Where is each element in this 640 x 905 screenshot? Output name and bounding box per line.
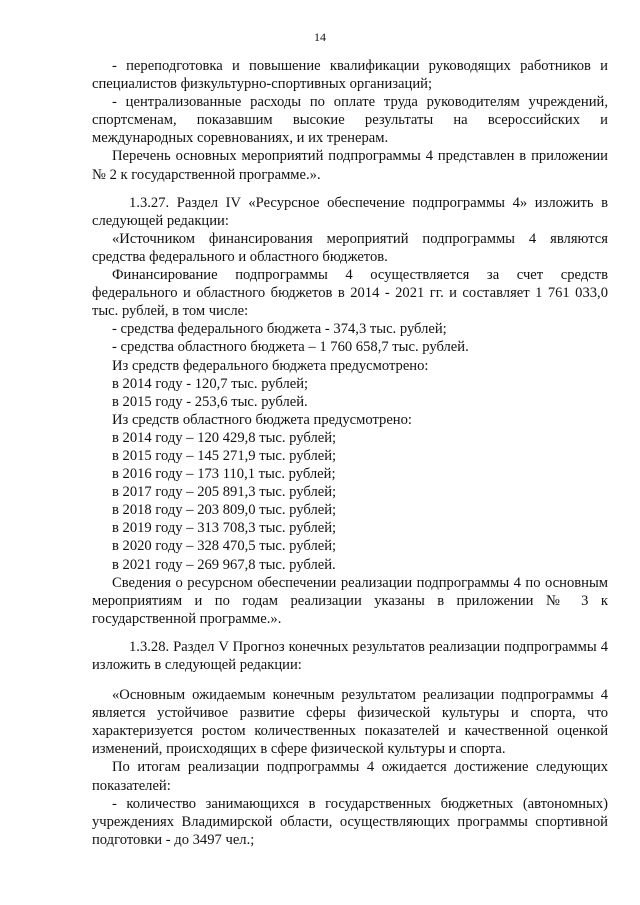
paragraph: Из средств областного бюджета предусмотрено: xyxy=(112,411,412,428)
paragraph: в 2015 году – 145 271,9 тыс. рублей; xyxy=(112,447,337,464)
paragraph-spacer xyxy=(92,674,608,686)
paragraph: в 2015 году - 253,6 тыс. рублей. xyxy=(112,393,308,410)
paragraph: в 2014 году - 120,7 тыс. рублей; xyxy=(112,375,309,392)
paragraph: в 2018 году – 203 809,0 тыс. рублей; xyxy=(112,502,337,519)
paragraph: в 2021 году – 269 967,8 тыс. рублей. xyxy=(112,556,336,573)
paragraph: Сведения о ресурсном обеспечении реализации подпрограммы 4 по основным мероприятиям и по годам реализации указаны в приложении № 3 к государственной программе.». xyxy=(92,574,608,627)
paragraph: «Источником финансирования мероприятий подпрограммы 4 являются средства федерального и областного бюджетов. xyxy=(92,230,608,265)
paragraph: По итогам реализации подпрограммы 4 ожидается достижение следующих показателей: xyxy=(92,759,608,794)
paragraph-spacer xyxy=(92,184,608,194)
paragraph: в 2019 году – 313 708,3 тыс. рублей; xyxy=(112,520,337,537)
paragraph: Из средств федерального бюджета предусмотрено: xyxy=(112,357,429,374)
paragraph-spacer xyxy=(92,628,608,638)
paragraph: в 2016 году – 173 110,1 тыс. рублей; xyxy=(112,466,336,483)
paragraph: «Основным ожидаемым конечным результатом реализации подпрограммы 4 является устойчивое развитие сферы физической культуры и спорта, что характеризуется ростом количественных показателей и качественной оценкой изменений, происходящих в сфере физической культуры и спорта. xyxy=(92,687,608,758)
paragraph: в 2014 году – 120 429,8 тыс. рублей; xyxy=(112,429,337,446)
paragraph: 1.3.27. Раздел IV «Ресурсное обеспечение подпрограммы 4» изложить в следующей редакции: xyxy=(92,194,608,229)
paragraph: 1.3.28. Раздел V Прогноз конечных результатов реализации подпрограммы 4 изложить в следующей редакции: xyxy=(92,638,608,673)
paragraph: Перечень основных мероприятий подпрограммы 4 представлен в приложении № 2 к государственной программе.». xyxy=(92,148,608,183)
paragraph: - средства областного бюджета – 1 760 658,7 тыс. рублей. xyxy=(112,339,469,356)
page-number: 14 xyxy=(314,30,326,44)
paragraph: в 2020 году – 328 470,5 тыс. рублей; xyxy=(112,538,337,555)
document-body xyxy=(92,57,608,849)
paragraph: Финансирование подпрограммы 4 осуществляется за счет средств федерального и областного бюджетов в 2014 - 2021 гг. и составляет 1 761 033,0 тыс. рублей, в том числе: xyxy=(92,267,608,320)
paragraph: в 2017 году – 205 891,3 тыс. рублей; xyxy=(112,484,337,501)
paragraph: - средства федерального бюджета - 374,3 тыс. рублей; xyxy=(112,321,447,338)
paragraph: - переподготовка и повышение квалификации руководящих работников и специалистов физкультурно-спортивных организаций; xyxy=(92,58,608,93)
paragraph: - количество занимающихся в государственных бюджетных (автономных) учреждениях Владимирской области, осуществляющих программы спортивной подготовки - до 3497 чел.; xyxy=(92,795,608,848)
paragraph: - централизованные расходы по оплате труда руководителям учреждений, спортсменам, показавшим высокие результаты на всероссийских и международных соревнованиях, и их тренерам. xyxy=(92,94,608,147)
